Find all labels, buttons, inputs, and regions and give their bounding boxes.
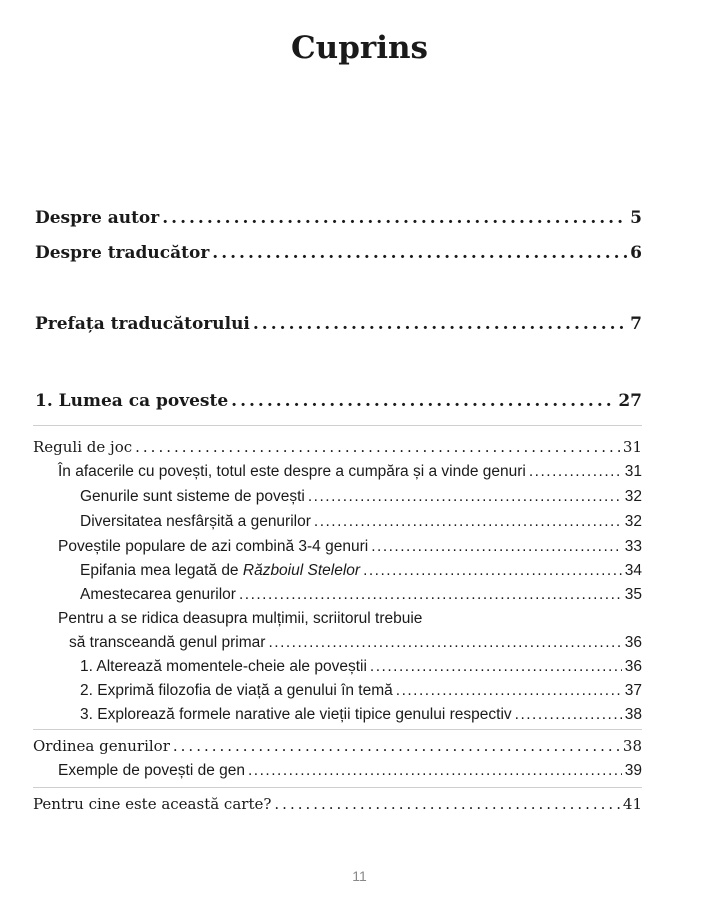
toc-label-italic: Războiul Stelelor	[242, 562, 361, 579]
leader-dots	[173, 737, 620, 755]
toc-page-number: 27	[618, 391, 642, 411]
leader-dots	[363, 562, 622, 580]
toc-entry-pentru-cine[interactable]	[33, 795, 642, 813]
toc-label: 3. Explorează formele narative ale vieții tipice genului respectiv	[80, 706, 512, 723]
section-divider	[33, 729, 642, 730]
toc-entry-exprima[interactable]	[80, 682, 642, 700]
toc-label: Genurile sunt sisteme de povești	[80, 488, 305, 505]
toc-entry-lumea-ca-poveste[interactable]	[35, 391, 642, 411]
toc-page-number: 38	[622, 737, 642, 755]
leader-dots	[370, 658, 622, 676]
toc-label: Reguli de joc	[33, 438, 133, 456]
leader-dots	[529, 463, 622, 481]
toc-page-number: 36	[624, 658, 642, 675]
page-title: Cuprins	[291, 30, 428, 66]
toc-label: Ordinea genurilor	[33, 737, 170, 755]
leader-dots	[515, 706, 622, 724]
toc-page-number: 33	[624, 538, 642, 555]
toc-page-number: 38	[624, 706, 642, 723]
section-divider	[33, 787, 642, 788]
toc-label: 1. Lumea ca poveste	[35, 391, 229, 411]
toc-entry-prefata[interactable]	[35, 314, 642, 334]
toc-entry-genurile-sisteme[interactable]	[80, 488, 642, 506]
leader-dots	[308, 488, 622, 506]
leader-dots	[231, 391, 615, 411]
toc-page-number: 39	[624, 762, 642, 779]
toc-page-number: 36	[624, 634, 642, 651]
toc-label: Diversitatea nesfârșită a genurilor	[80, 513, 311, 530]
toc-page-number: 6	[630, 243, 642, 263]
toc-label: Amestecarea genurilor	[80, 586, 236, 603]
toc-page-number: 31	[622, 438, 642, 456]
toc-label: Exemple de povești de gen	[58, 762, 245, 779]
page-number: 11	[352, 868, 367, 884]
toc-page-number: 7	[630, 314, 642, 334]
leader-dots	[274, 795, 620, 813]
toc-label: Prefața traducătorului	[35, 314, 250, 334]
toc-entry-exemple[interactable]	[58, 762, 642, 780]
toc-page-number: 31	[624, 463, 642, 480]
toc-entry-diversitatea[interactable]	[80, 513, 642, 531]
toc-label	[80, 562, 360, 580]
toc-entry-despre-autor[interactable]	[35, 208, 642, 228]
toc-entry-altereaza[interactable]	[80, 658, 642, 676]
leader-dots	[314, 513, 622, 531]
toc-page-number: 35	[624, 586, 642, 603]
leader-dots	[135, 438, 620, 456]
toc-label: 2. Exprimă filozofia de viață a genului în temă	[80, 682, 393, 699]
toc-entry-amestecarea[interactable]	[80, 586, 642, 604]
leader-dots	[212, 243, 627, 263]
toc-label: Poveștile populare de azi combină 3-4 genuri	[58, 538, 369, 555]
toc-label: 1. Alterează momentele-cheie ale poveștii	[80, 658, 367, 675]
toc-page-number: 32	[624, 488, 642, 505]
toc-entry-exploreaza[interactable]	[80, 706, 642, 724]
leader-dots	[253, 314, 627, 334]
toc-entry-epifania[interactable]	[80, 562, 642, 580]
leader-dots	[371, 538, 622, 556]
leader-dots	[396, 682, 622, 700]
toc-entry-transceanda-genul[interactable]	[69, 634, 642, 652]
toc-page-number: 34	[624, 562, 642, 579]
toc-entry-povestile-populare[interactable]	[58, 538, 642, 556]
section-divider	[33, 425, 642, 426]
toc-label: să transceandă genul primar	[69, 634, 266, 651]
toc-page-number: 41	[622, 795, 642, 813]
leader-dots	[239, 586, 622, 604]
toc-entry-ridica-line1[interactable]: Pentru a se ridica deasupra mulțimii, scriitorul trebuie	[58, 610, 423, 627]
toc-page-number: 37	[624, 682, 642, 699]
toc-entry-afacerile-cu-povesti[interactable]	[58, 463, 642, 481]
leader-dots	[248, 762, 622, 780]
toc-label: Despre autor	[35, 208, 160, 228]
toc-page-number: 32	[624, 513, 642, 530]
toc-page-number: 5	[630, 208, 642, 228]
toc-label: Pentru cine este această carte?	[33, 795, 272, 813]
toc-entry-ordinea-genurilor[interactable]	[33, 737, 642, 755]
toc-entry-despre-traducator[interactable]	[35, 243, 642, 263]
toc-label: Despre traducător	[35, 243, 210, 263]
leader-dots	[268, 634, 621, 652]
toc-label-prefix: Epifania mea legată de	[80, 562, 243, 579]
toc-label: În afacerile cu povești, totul este despre a cumpăra și a vinde genuri	[58, 463, 526, 480]
toc-entry-reguli-de-joc[interactable]	[33, 438, 642, 456]
leader-dots	[162, 208, 627, 228]
